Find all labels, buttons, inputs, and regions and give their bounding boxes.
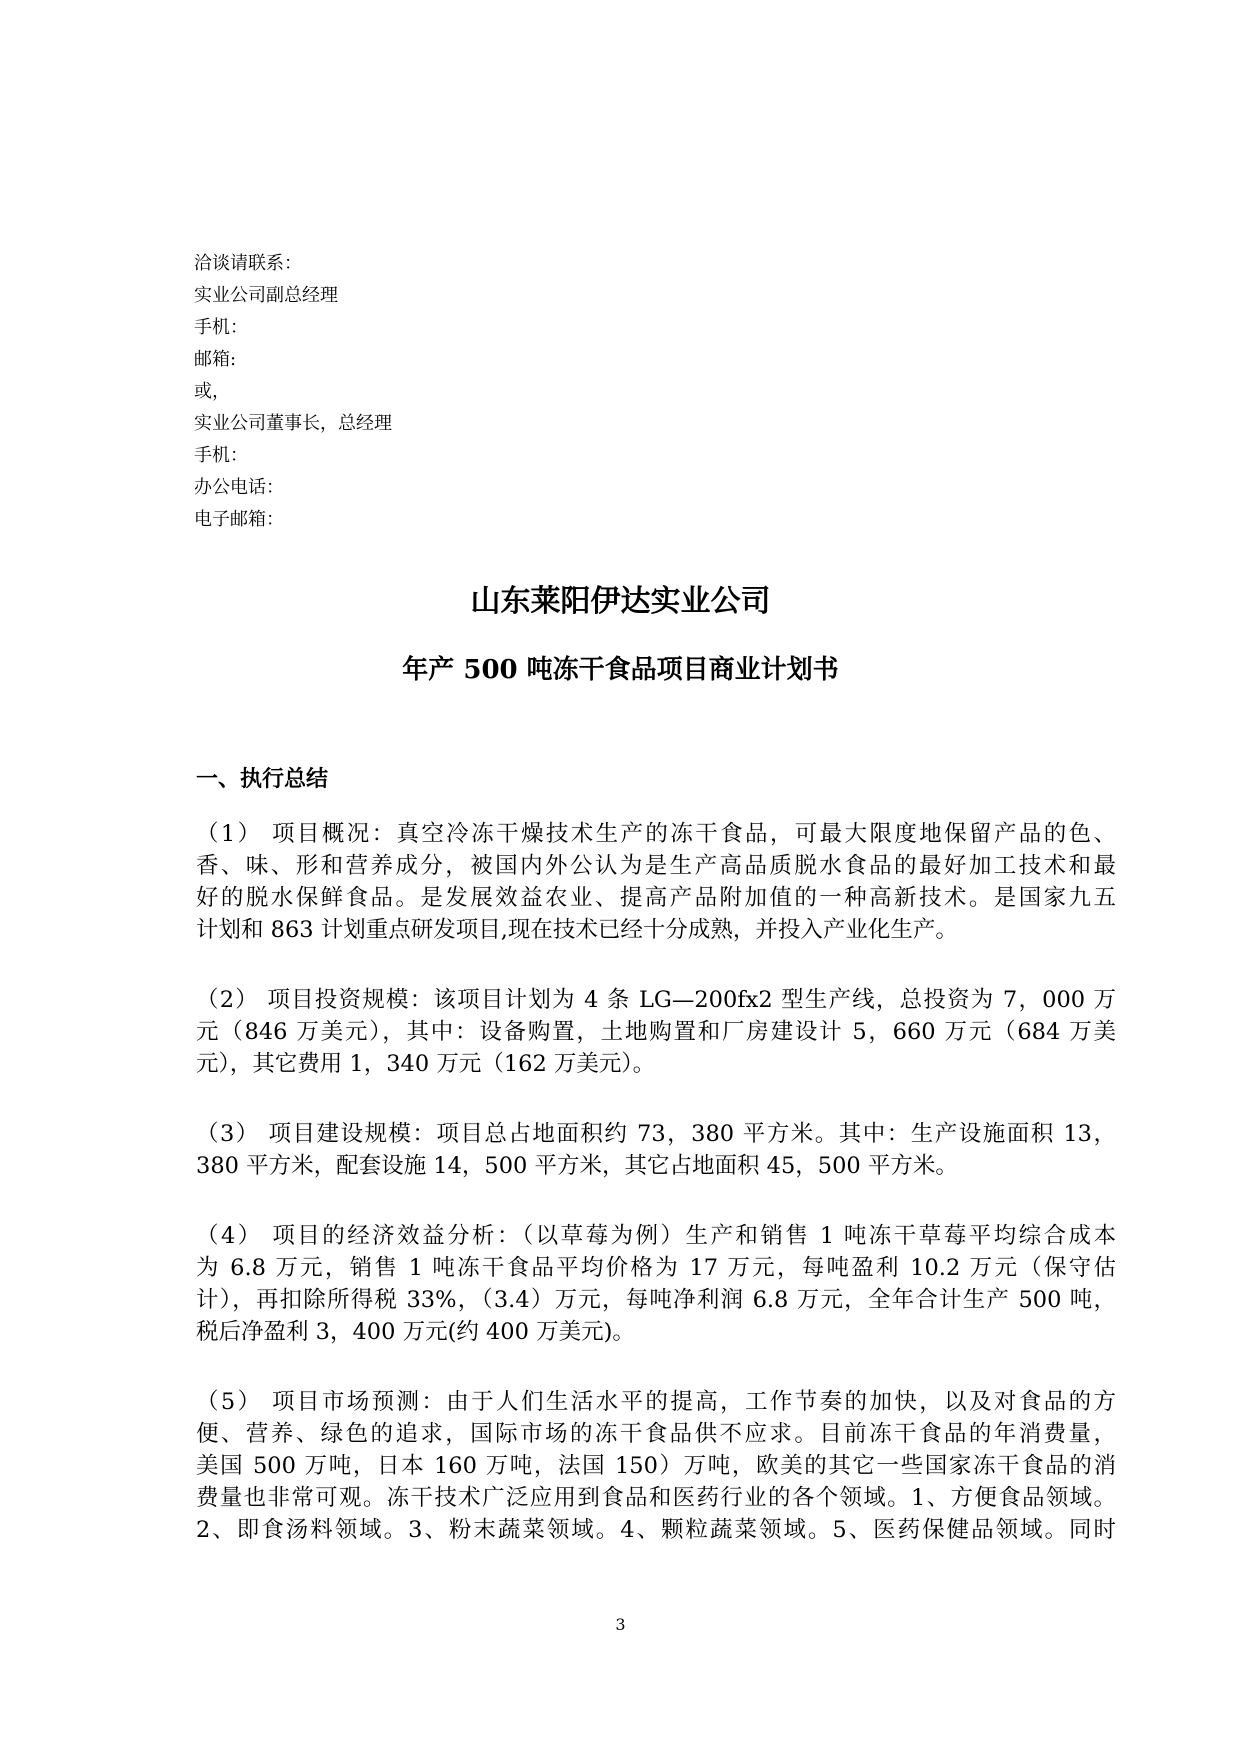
paragraph-line: （2） 项目投资规模：该项目计划为 4 条 LG—200fx2 型生产线，总投资为 7，000 万	[196, 987, 1116, 1013]
paragraph-line: 好的脱水保鲜食品。是发展效益农业、提高产品附加值的一种高新技术。是国家九五	[196, 885, 1116, 911]
contact-line: 手机：	[194, 317, 248, 338]
paragraph-line: 计），再扣除所得税 33%，（3.4）万元，每吨净利润 6.8 万元，全年合计生产 500 吨，	[196, 1287, 1116, 1313]
contact-line: 手机：	[194, 445, 248, 466]
paragraph-line: （5） 项目市场预测：由于人们生活水平的提高，工作节奏的加快，以及对食品的方	[196, 1389, 1116, 1415]
paragraph-economic-analysis	[196, 1220, 1116, 1348]
paragraph-line: 元），其它费用 1，340 万元（162 万美元）。	[196, 1051, 656, 1077]
paragraph-line: 税后净盈利 3，400 万元(约 400 万美元)。	[196, 1319, 635, 1345]
contact-line: 电子邮箱：	[194, 509, 284, 530]
paragraph-line: 元（846 万美元），其中：设备购置，土地购置和厂房建设计 5，660 万元（684 万美	[196, 1019, 1116, 1045]
paragraph-line: （4） 项目的经济效益分析：（以草莓为例）生产和销售 1 吨冻干草莓平均综合成本	[196, 1223, 1116, 1249]
contact-line: 洽谈请联系：	[194, 253, 302, 274]
paragraph-line: （3） 项目建设规模：项目总占地面积约 73，380 平方米。其中：生产设施面积 13，	[196, 1121, 1116, 1147]
paragraph-line: 费量也非常可观。冻干技术广泛应用到食品和医药行业的各个领域。1、方便食品领域。	[196, 1485, 1116, 1511]
paragraph-line: 便、营养、绿色的追求，国际市场的冻干食品供不应求。目前冻干食品的年消费量，	[196, 1421, 1116, 1447]
paragraph-line: 380 平方米，配套设施 14，500 平方米，其它占地面积 45，500 平方米。	[196, 1153, 958, 1179]
paragraph-line: 香、味、形和营养成分，被国内外公认为是生产高品质脱水食品的最好加工技术和最	[196, 853, 1116, 879]
paragraph-project-overview	[196, 818, 1116, 946]
paragraph-line: 为 6.8 万元，销售 1 吨冻干食品平均价格为 17 万元，每吨盈利 10.2 万元（保守估	[196, 1255, 1116, 1281]
paragraph-investment-scale	[196, 984, 1116, 1080]
contact-line: 或，	[194, 381, 230, 402]
document-title: 年产 500 吨冻干食品项目商业计划书	[402, 655, 839, 685]
paragraph-line: 美国 500 万吨，日本 160 万吨，法国 150）万吨，欧美的其它一些国家冻干食品的消	[196, 1453, 1116, 1479]
paragraph-line: 2、即食汤料领域。3、粉末蔬菜领域。4、颗粒蔬菜领域。5、医药保健品领域。同时	[196, 1517, 1116, 1543]
contact-line: 邮箱:	[194, 349, 237, 370]
contact-line: 办公电话：	[194, 477, 284, 498]
contact-line: 实业公司董事长，总经理	[194, 413, 392, 434]
paragraph-construction-scale	[196, 1118, 1116, 1182]
contact-block	[194, 248, 794, 536]
company-title: 山东莱阳伊达实业公司	[470, 584, 771, 619]
paragraph-market-forecast	[196, 1386, 1116, 1546]
page-number: 3	[615, 1615, 626, 1634]
contact-line: 实业公司副总经理	[194, 285, 338, 306]
paragraph-line: 计划和 863 计划重点研发项目,现在技术已经十分成熟，并投入产业化生产。	[196, 917, 958, 943]
paragraph-line: （1） 项目概况：真空冷冻干燥技术生产的冻干食品，可最大限度地保留产品的色、	[196, 821, 1116, 847]
section-heading: 一、执行总结	[196, 766, 329, 792]
